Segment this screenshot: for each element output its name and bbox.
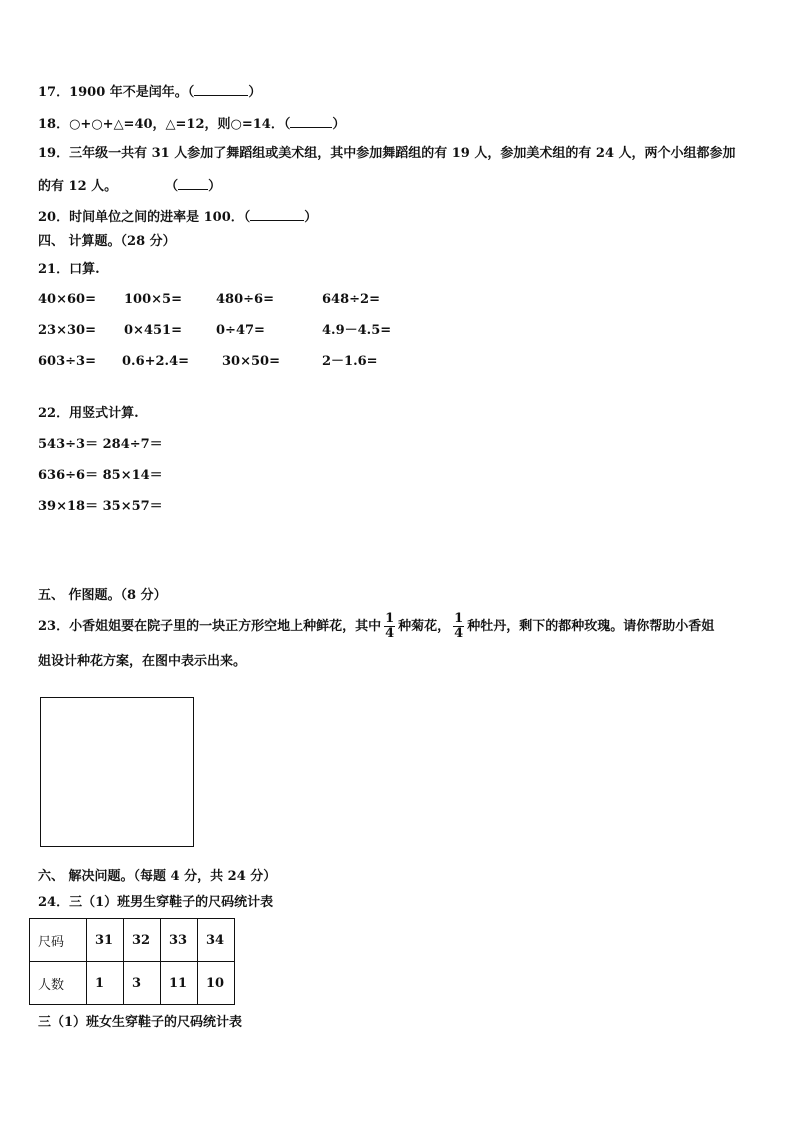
table-header-cell: 尺码 [30, 919, 87, 962]
question-21-title: 21．口算. [38, 262, 100, 277]
q20-answer-blank[interactable] [250, 208, 304, 221]
q20-close: ） [304, 210, 318, 225]
question-24-title: 24．三（1）班男生穿鞋子的尺码统计表 [38, 895, 274, 910]
table-row [30, 962, 235, 1005]
table-cell: 3 [124, 962, 161, 1005]
q20-text: 20．时间单位之间的进率是 100．（ [38, 210, 251, 225]
vertical-calc-row: 636÷6＝ 85×14＝ [38, 468, 163, 483]
q18-text: 18．○+○+△=40，△=12，则○=14．（ [38, 117, 291, 132]
calc-cell: 0×451= [124, 323, 182, 338]
fraction-one-quarter: $\frac{1}{4}$ [454, 611, 464, 641]
table-row [30, 919, 235, 962]
calc-cell: 100×5= [124, 292, 182, 307]
q19-line2-text: 的有 12 人。 [38, 179, 118, 194]
question-18 [38, 115, 345, 133]
table-cell: 33 [161, 919, 198, 962]
q24-caption-2: 三（1）班女生穿鞋子的尺码统计表 [38, 1015, 243, 1030]
question-23-line2: 姐设计种花方案，在图中表示出来。 [38, 654, 247, 669]
table-cell: 34 [198, 919, 235, 962]
section-4-title: 四、 计算题。（28 分） [38, 234, 176, 249]
q19-answer-blank[interactable] [178, 177, 208, 190]
q19-open: （ [165, 179, 179, 194]
vertical-calc-row: 39×18＝ 35×57＝ [38, 499, 163, 514]
drawing-square[interactable] [40, 697, 194, 847]
table-cell: 32 [124, 919, 161, 962]
calc-cell: 2－1.6= [322, 354, 378, 369]
q18-answer-blank[interactable] [290, 115, 332, 128]
q17-text: 17．1900 年不是闰年。（ [38, 85, 195, 100]
q17-close: ） [248, 85, 262, 100]
q18-close: ） [332, 117, 346, 132]
vertical-calc-row: 543÷3＝ 284÷7＝ [38, 437, 163, 452]
q17-answer-blank[interactable] [194, 83, 248, 96]
calc-cell: 603÷3= [38, 354, 96, 369]
shoe-size-table [29, 918, 235, 1005]
q19-close: ） [208, 179, 222, 194]
question-17 [38, 83, 261, 101]
question-19-line1: 19．三年级一共有 31 人参加了舞蹈组或美术组，其中参加舞蹈组的有 19 人，参加美术组的有 24 人，两个小组都参加 [38, 146, 736, 161]
calc-cell: 648÷2= [322, 292, 380, 307]
section-5-title: 五、 作图题。（8 分） [38, 588, 167, 603]
question-20 [38, 208, 317, 226]
section-6-title: 六、 解决问题。（每题 4 分，共 24 分） [38, 869, 277, 884]
calc-cell: 0÷47= [216, 323, 265, 338]
question-19-line2 [38, 177, 221, 195]
calc-cell: 23×30= [38, 323, 96, 338]
table-cell: 31 [87, 919, 124, 962]
calc-cell: 480÷6= [216, 292, 274, 307]
calc-cell: 30×50= [222, 354, 280, 369]
table-cell: 11 [161, 962, 198, 1005]
table-header-cell: 人数 [30, 962, 87, 1005]
table-cell: 1 [87, 962, 124, 1005]
calc-cell: 4.9－4.5= [322, 323, 392, 338]
table-cell: 10 [198, 962, 235, 1005]
question-23-line1 [38, 612, 714, 642]
calc-cell: 40×60= [38, 292, 96, 307]
q23-part1: 23．小香姐姐要在院子里的一块正方形空地上种鲜花，其中 [38, 619, 382, 634]
question-22-title: 22．用竖式计算. [38, 406, 139, 421]
fraction-one-quarter: $\frac{1}{4}$ [385, 611, 395, 641]
q23-part3: 种牡丹，剩下的都种玫瑰。请你帮助小香姐 [467, 619, 715, 634]
calc-cell: 0.6+2.4= [122, 354, 190, 369]
q23-part2: 种菊花， [398, 619, 451, 634]
